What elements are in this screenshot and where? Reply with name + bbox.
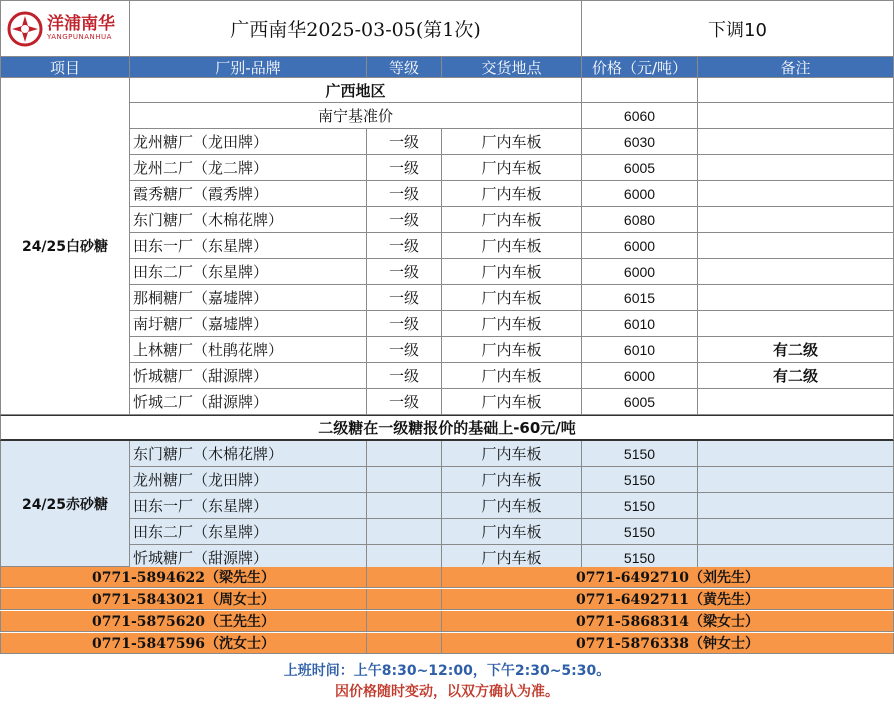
col-header-note: 备注 [698,57,894,78]
note-cell: 有二级 [698,363,894,389]
price-cell: 5150 [582,519,698,545]
contact-spacer [367,611,442,632]
factory-cell: 东门糖厂（木棉花牌） [130,441,367,467]
grade-cell: 一级 [367,363,442,389]
contact-spacer [367,633,442,654]
factory-cell: 忻城糖厂（甜源牌） [130,363,367,389]
base-price-value: 6060 [582,103,698,129]
note-cell [698,233,894,259]
contact-left: 0771-5875620（王先生） [0,611,367,632]
delivery-cell: 厂内车板 [442,493,582,519]
factory-cell: 上林糖厂（杜鹃花牌） [130,337,367,363]
logo-icon [7,11,43,47]
note-cell [698,207,894,233]
grade-cell: 一级 [367,285,442,311]
price-adjustment: 下调10 [582,0,894,57]
price-disclaimer: 因价格随时变动，以双方确认为准。 [335,684,559,700]
grade-cell [367,441,442,467]
price-cell: 6010 [582,311,698,337]
factory-cell: 田东一厂（东星牌） [130,493,367,519]
region-note-blank [698,78,894,103]
price-cell: 6000 [582,363,698,389]
grade-cell [367,493,442,519]
note-cell [698,155,894,181]
price-cell: 6005 [582,389,698,415]
delivery-cell: 厂内车板 [442,129,582,155]
grade-cell: 一级 [367,181,442,207]
factory-cell: 南圩糖厂（嘉墟牌） [130,311,367,337]
delivery-cell: 厂内车板 [442,285,582,311]
price-cell: 5150 [582,545,698,571]
office-hours: 上班时间：上午8:30~12:00，下午2:30~5:30。 [283,663,611,679]
price-cell: 6080 [582,207,698,233]
base-price-label: 南宁基准价 [130,103,582,129]
contact-left: 0771-5894622（梁先生） [0,567,367,588]
price-cell: 6000 [582,259,698,285]
item-label-red-sugar: 24/25赤砂糖 [0,441,130,567]
sheet-title: 广西南华2025-03-05(第1次) [130,0,582,57]
contact-right: 0771-6492711（黄先生） [442,589,894,610]
contact-left: 0771-5843021（周女士） [0,589,367,610]
region-title: 广西地区 [130,78,582,103]
price-cell: 5150 [582,493,698,519]
note-cell [698,519,894,545]
price-cell: 6015 [582,285,698,311]
contact-right: 0771-5868314（梁女士） [442,611,894,632]
grade-cell: 一级 [367,311,442,337]
col-header-factory: 厂别-品牌 [130,57,367,78]
price-cell: 6005 [582,155,698,181]
note-cell [698,285,894,311]
delivery-cell: 厂内车板 [442,233,582,259]
contact-right: 0771-5876338（钟女士） [442,633,894,654]
grade-cell: 一级 [367,129,442,155]
delivery-cell: 厂内车板 [442,363,582,389]
grade-cell: 一级 [367,233,442,259]
factory-cell: 东门糖厂（木棉花牌） [130,207,367,233]
factory-cell: 田东一厂（东星牌） [130,233,367,259]
contact-spacer [367,589,442,610]
factory-cell: 忻城糖厂（甜源牌） [130,545,367,571]
delivery-cell: 厂内车板 [442,259,582,285]
grade-cell: 一级 [367,207,442,233]
contact-left: 0771-5847596（沈女士） [0,633,367,654]
note-cell [698,129,894,155]
price-cell: 5150 [582,467,698,493]
grade-cell: 一级 [367,389,442,415]
grade-cell [367,467,442,493]
factory-cell: 龙州二厂（龙二牌） [130,155,367,181]
delivery-cell: 厂内车板 [442,155,582,181]
note-cell: 有二级 [698,337,894,363]
factory-cell: 田东二厂（东星牌） [130,259,367,285]
logo-english-name: YANGPUNANHUA [47,33,112,41]
col-header-delivery: 交货地点 [442,57,582,78]
base-price-note [698,103,894,129]
price-cell: 6000 [582,233,698,259]
delivery-cell: 厂内车板 [442,181,582,207]
logo-chinese-name: 洋浦南华 [47,14,115,35]
note-cell [698,181,894,207]
price-cell: 5150 [582,441,698,467]
grade-cell: 一级 [367,337,442,363]
note-cell [698,259,894,285]
note-cell [698,441,894,467]
delivery-cell: 厂内车板 [442,207,582,233]
col-header-grade: 等级 [367,57,442,78]
price-cell: 6000 [582,181,698,207]
region-price-blank [582,78,698,103]
factory-cell: 田东二厂（东星牌） [130,519,367,545]
price-cell: 6030 [582,129,698,155]
second-grade-note: 二级糖在一级糖报价的基础上-60元/吨 [0,415,894,441]
factory-cell: 忻城二厂（甜源牌） [130,389,367,415]
note-cell [698,389,894,415]
note-cell [698,493,894,519]
grade-cell: 一级 [367,155,442,181]
note-cell [698,311,894,337]
grade-cell [367,519,442,545]
price-cell: 6010 [582,337,698,363]
delivery-cell: 厂内车板 [442,337,582,363]
grade-cell: 一级 [367,259,442,285]
factory-cell: 龙州糖厂（龙田牌） [130,129,367,155]
delivery-cell: 厂内车板 [442,519,582,545]
delivery-cell: 厂内车板 [442,389,582,415]
logo-cell [0,0,130,57]
contact-right: 0771-6492710（刘先生） [442,567,894,588]
factory-cell: 那桐糖厂（嘉墟牌） [130,285,367,311]
note-cell [698,467,894,493]
delivery-cell: 厂内车板 [442,441,582,467]
factory-cell: 霞秀糖厂（霞秀牌） [130,181,367,207]
col-header-item: 项目 [0,57,130,78]
col-header-price: 价格（元/吨） [582,57,698,78]
factory-cell: 龙州糖厂（龙田牌） [130,467,367,493]
contact-spacer [367,567,442,588]
delivery-cell: 厂内车板 [442,311,582,337]
item-label-white-sugar: 24/25白砂糖 [0,78,130,415]
delivery-cell: 厂内车板 [442,545,582,571]
delivery-cell: 厂内车板 [442,467,582,493]
